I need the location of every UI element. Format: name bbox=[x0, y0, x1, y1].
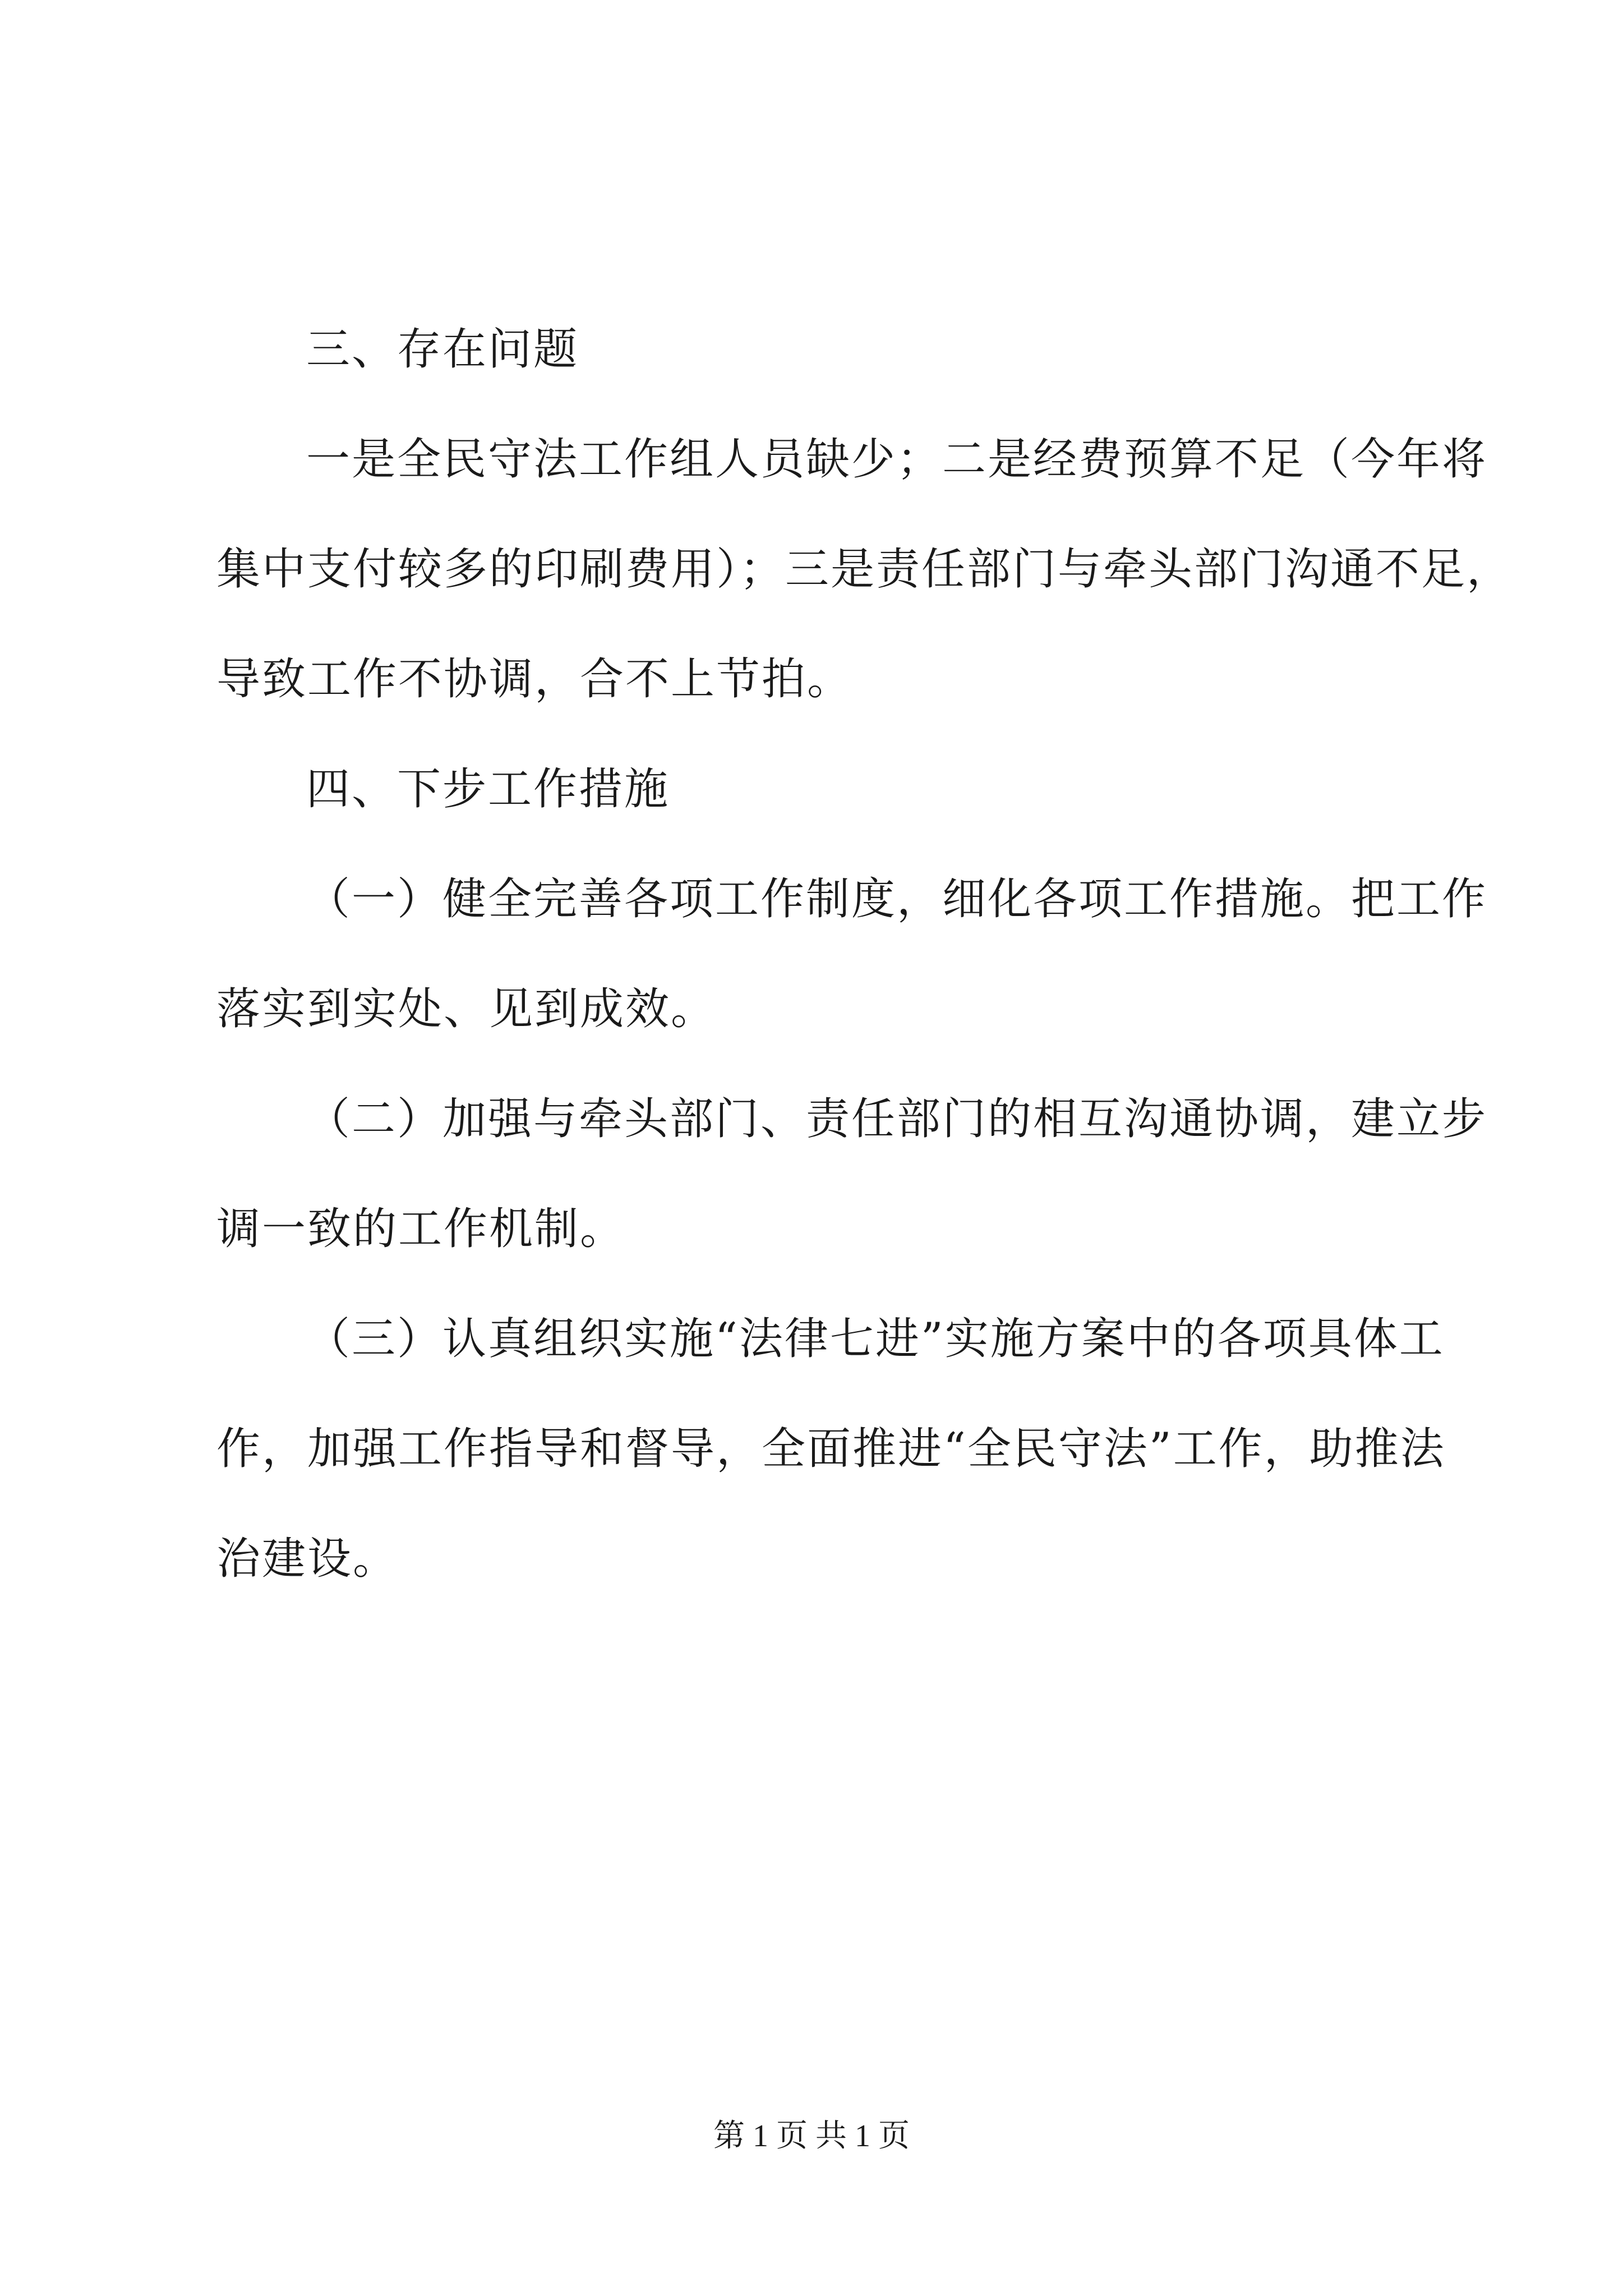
paragraph-line: 一是全民守法工作组人员缺少；二是经费预算不足（今年将 bbox=[306, 434, 1488, 485]
paragraph-line: （二）加强与牵头部门、责任部门的相互沟通协调，建立步 bbox=[306, 1094, 1488, 1144]
paragraph-line: （一）健全完善各项工作制度，细化各项工作措施。把工作 bbox=[306, 874, 1488, 924]
section-heading-next-steps: 四、下步工作措施 bbox=[306, 764, 670, 815]
paragraph-line: 治建设。 bbox=[216, 1534, 399, 1584]
paragraph-line: 导致工作不协调，合不上节拍。 bbox=[216, 654, 853, 705]
document-body bbox=[216, 295, 1513, 1614]
paragraph-line: 集中支付较多的印刷费用）；三是责任部门与牵头部门沟通不足， bbox=[216, 544, 1513, 595]
page-footer: 第 1 页 共 1 页 bbox=[713, 2119, 910, 2154]
paragraph-line: 作，加强工作指导和督导，全面推进“全民守法”工作，助推法 bbox=[216, 1424, 1446, 1474]
paragraph-line: 调一致的工作机制。 bbox=[216, 1204, 626, 1254]
paragraph-line: 落实到实处、见到成效。 bbox=[216, 984, 717, 1034]
section-heading-problems: 三、存在问题 bbox=[306, 324, 579, 375]
paragraph-line: （三）认真组织实施“法律七进”实施方案中的各项具体工 bbox=[306, 1314, 1445, 1364]
